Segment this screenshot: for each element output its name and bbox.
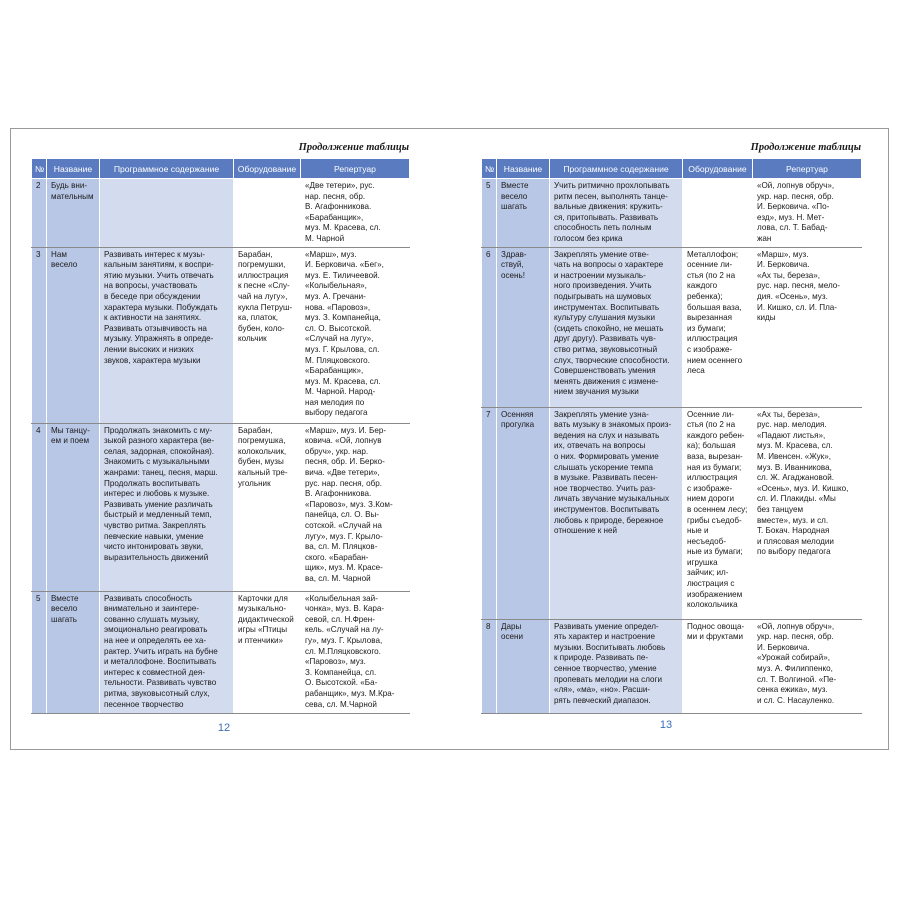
- row-content: Закреплять умение отве- чать на вопросы о характере и настроении музыкаль- ного произведения. Учить подыгрывать на шумовых инструментах. Воспитывать культуру слушания музыки (сидеть спокойно, не мешать друг другу). Развивать чув- ство ритма, звуковысотный слух, творческие способности. Совершенствовать умения менять движения с измене- нием звучания музыки: [550, 247, 683, 407]
- row-number: 2: [32, 179, 47, 248]
- row-number: 3: [32, 247, 47, 423]
- row-repertoire: «Колыбельная зай- чонка», муз. В. Кара- севой, сл. Н.Френ- кель. «Случай на лу- гу», муз. Г. Крылова, сл. М.Пляцковского. «Паровоз», муз. З. Компанейца, сл. О. Высотской. «Ба- рабанщик», муз. М.Кра- сева, сл. М.Чарной: [301, 591, 410, 713]
- header-content: Программное содержание: [100, 159, 234, 179]
- row-repertoire: «Марш», муз. И. Бер- ковича. «Ой, лопнув обруч», укр. нар. песня, обр. И. Берко- вича. «Две тетери», рус. нар. песня, обр. В. Агафонникова. «Паровоз», муз. З.Ком- панейца, сл. О. Вы- сотской. «Случай на лугу», муз. Г. Крыло- ва, сл. М. Пляцков- ского. «Барабан- щик», муз. М. Красе- ва, сл. М. Чарной: [301, 423, 410, 591]
- row-repertoire: «Ах ты, береза», рус. нар. мелодия. «Падают листья», муз. М. Красева, сл. М. Ивенсен. «Жук», муз. В. Иванникова, сл. Ж. Агаджановой. «Осень», муз. И. Кишко, сл. И. Плакиды. «Мы без танцуем вместе», муз. и сл. Т. Бокач. Народная и плясовая мелодии по выбору педагога: [753, 407, 862, 619]
- row-content: Развивать интерес к музы- кальным занятиям, к воспри- ятию музыки. Учить отвечать на вопросы, участвовать в беседе при обсуждении характера музыки. Побуждать к активности на занятиях. Развивать отзывчивость на музыку. Упражнять в опреде- лении высоких и низких звуков, характера музыки: [100, 247, 234, 423]
- header-equipment: Оборудование: [234, 159, 301, 179]
- page-number-right: 13: [659, 719, 673, 731]
- row-title: Дары осени: [497, 619, 550, 713]
- continuation-label: Продолжение таблицы: [298, 142, 409, 153]
- table-row: [32, 423, 410, 591]
- header-num: №: [482, 159, 497, 179]
- row-repertoire: «Ой, лопнув обруч», укр. нар. песня, обр. И. Берковича. «Урожай собирай», муз. А. Филиппенко, сл. Т. Волгиной. «Пе- сенка ежика», муз. и сл. С. Насауленко.: [753, 619, 862, 713]
- table-row: [482, 247, 862, 407]
- header-name: Название: [497, 159, 550, 179]
- row-title: Здрав- ствуй, осень!: [497, 247, 550, 407]
- table-row: [32, 591, 410, 713]
- header-repertoire: Репертуар: [301, 159, 410, 179]
- book-spread: [10, 128, 889, 750]
- row-number: 4: [32, 423, 47, 591]
- table-row: [32, 179, 410, 248]
- header-name: Название: [47, 159, 100, 179]
- row-repertoire: «Марш», муз. И. Берковича. «Ах ты, береза», рус. нар. песня, мело- дия. «Осень», муз. И. Кишко, сл. И. Пла- киды: [753, 247, 862, 407]
- row-title: Осенняя прогулка: [497, 407, 550, 619]
- header-repertoire: Репертуар: [753, 159, 862, 179]
- row-equipment: Осенние ли- стья (по 2 на каждого ребен- ка); большая ваза, вырезан- ная из бумаги; иллюстрация с изображе- нием дороги в осеннем лесу; грибы съедоб- ные и несъедоб- ные из бумаги; игрушка зайчик; ил- люстрация с изображением колокольчика: [683, 407, 753, 619]
- table-row: [32, 247, 410, 423]
- row-number: 6: [482, 247, 497, 407]
- row-equipment: [234, 179, 301, 248]
- row-repertoire: «Ой, лопнув обруч», укр. нар. песня, обр. И. Берковича. «По- езд», муз. Н. Мет- лова, сл. Т. Бабад- жан: [753, 179, 862, 248]
- continuation-label: Продолжение таблицы: [750, 142, 861, 153]
- row-equipment: Барабан, погремушка, колокольчик, бубен, музы кальный тре- угольник: [234, 423, 301, 591]
- table-row: [482, 407, 862, 619]
- header-equipment: Оборудование: [683, 159, 753, 179]
- row-number: 8: [482, 619, 497, 713]
- row-number: 5: [482, 179, 497, 248]
- row-content: [100, 179, 234, 248]
- table-header-row: [32, 159, 410, 179]
- table-row: [482, 179, 862, 248]
- row-title: Вместе весело шагать: [497, 179, 550, 248]
- right-page: [481, 129, 861, 714]
- row-title: Вместе весело шагать: [47, 591, 100, 713]
- row-content: Развивать способность внимательно и заинтере- сованно слушать музыку, эмоционально реагировать на нее и определять ее ха- рактер. Учить играть на бубне и металлофоне. Воспитывать интерес к совместной дея- тельности. Развивать чувство ритма, звуковысотный слух, песенное творчество: [100, 591, 234, 713]
- row-content: Развивать умение определ- ять характер и настроение музыки. Воспитывать любовь к природе. Развивать пе- сенное творчество, умение пропевать мелодии на слоги «ля», «ма», «но». Расши- рять певческий диапазон.: [550, 619, 683, 713]
- row-content: Продолжать знакомить с му- зыкой разного характера (ве- селая, задорная, спокойная). Знакомить с музыкальными жанрами: танец, песня, марш. Продолжать воспитывать интерес и любовь к музыке. Развивать умение различать быстрый и медленный темп, чувство ритма. Закреплять певческие навыки, умение чисто интонировать звуки, выразительность движений: [100, 423, 234, 591]
- row-number: 7: [482, 407, 497, 619]
- row-title: Мы танцу- ем и поем: [47, 423, 100, 591]
- page-number-left: 12: [217, 722, 231, 734]
- row-equipment: [683, 179, 753, 248]
- row-equipment: Карточки для музыкально- дидактической игры «Птицы и птенчики»: [234, 591, 301, 713]
- row-repertoire: «Марш», муз. И. Берковича. «Бег», муз. Е. Тиличеевой. «Колыбельная», муз. А. Гречани- нова. «Паровоз», муз. З. Компанейца, сл. О. Высотской. «Случай на лугу», муз. Г. Крылова, сл. М. Пляцковского. «Барабанщик», муз. М. Красева, сл. М. Чарной. Народ- ная мелодия по выбору педагога: [301, 247, 410, 423]
- header-num: №: [32, 159, 47, 179]
- row-content: Учить ритмично прохлопывать ритм песен, выполнять танце- вальные движения: кружить- ся, притопывать. Развивать способность петь полным голосом без крика: [550, 179, 683, 248]
- header-content: Программное содержание: [550, 159, 683, 179]
- table-row: [482, 619, 862, 713]
- row-title: Нам весело: [47, 247, 100, 423]
- row-content: Закреплять умение узна- вать музыку в знакомых произ- ведения на слух и называть их, отвечать на вопросы о них. Формировать умение слышать ускорение темпа в музыке. Развивать песен- ное творчество. Учить раз- личать звучание музыкальных инструментов. Воспитывать любовь к природе, бережное отношение к ней: [550, 407, 683, 619]
- lesson-table-right: [481, 158, 862, 714]
- row-number: 5: [32, 591, 47, 713]
- table-header-row: [482, 159, 862, 179]
- left-page: [31, 129, 409, 714]
- lesson-table-left: [31, 158, 410, 714]
- row-repertoire: «Две тетери», рус. нар. песня, обр. В. Агафонникова. «Барабанщик», муз. М. Красева, сл. М. Чарной: [301, 179, 410, 248]
- row-equipment: Металлофон; осенние ли- стья (по 2 на каждого ребенка); большая ваза, вырезанная из бумаги; иллюстрация с изображе- нием осеннего леса: [683, 247, 753, 407]
- row-equipment: Поднос овоща- ми и фруктами: [683, 619, 753, 713]
- row-title: Будь вни- мательным: [47, 179, 100, 248]
- row-equipment: Барабан, погремушки, иллюстрация к песне «Слу- чай на лугу», кукла Петруш- ка, платок, бубен, коло- кольчик: [234, 247, 301, 423]
